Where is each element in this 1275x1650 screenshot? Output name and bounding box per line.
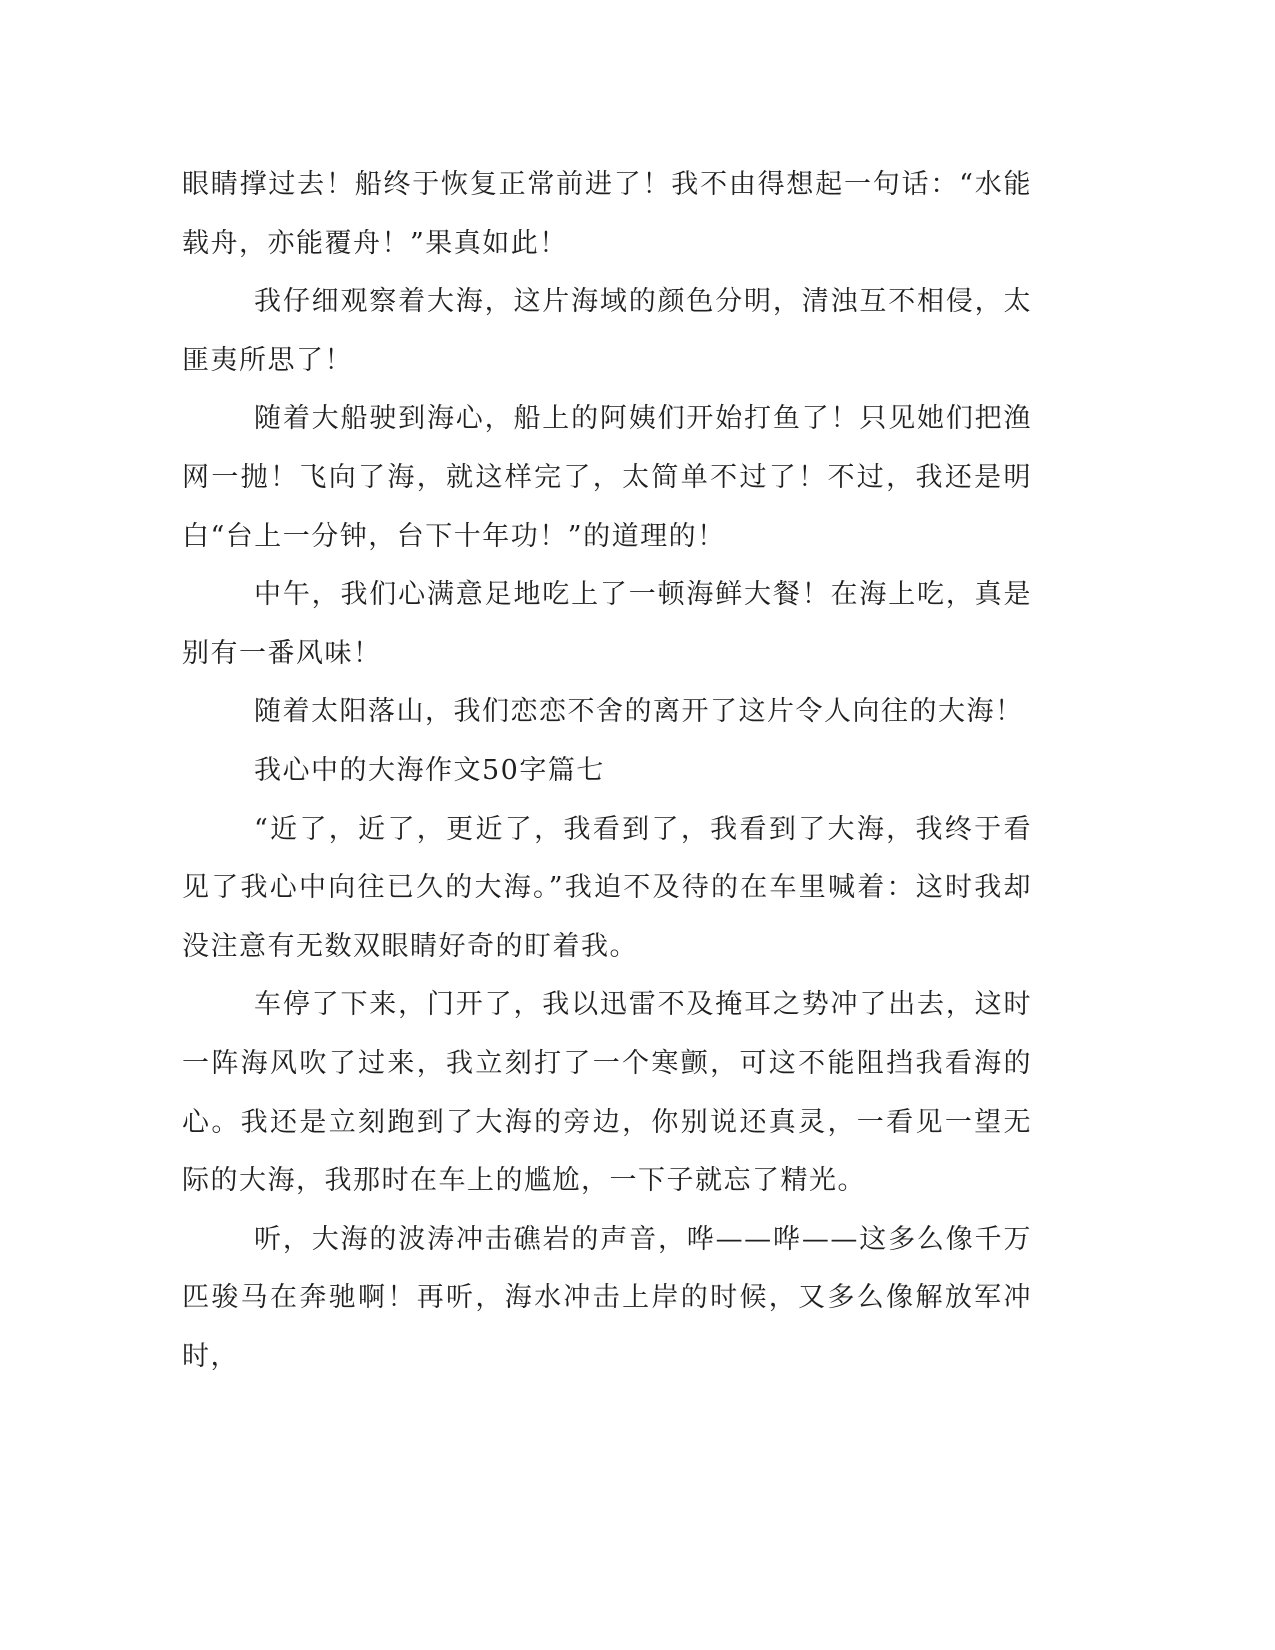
paragraph: 眼睛撑过去！船终于恢复正常前进了！我不由得想起一句话：“水能载舟，亦能覆舟！”果真如此！ [182,169,1032,259]
paragraph: 听，大海的波涛冲击礁岩的声音，哗——哗——这多么像千万匹骏马在奔驰啊！再听，海水冲击上岸的时候，又多么像解放军冲时， [182,1223,1032,1372]
essay-body [182,156,1032,1386]
section-heading: 我心中的大海作文50字篇七 [254,754,605,786]
paragraph: 随着大船驶到海心，船上的阿姨们开始打鱼了！只见她们把渔网一抛！飞向了海，就这样完了，太简单不过了！不过，我还是明白“台上一分钟，台下十年功！”的道理的！ [182,403,1032,552]
paragraph: 车停了下来，门开了，我以迅雷不及掩耳之势冲了出去，这时一阵海风吹了过来，我立刻打了一个寒颤，可这不能阻挡我看海的心。我还是立刻跑到了大海的旁边，你别说还真灵，一看见一望无际的大海，我那时在车上的尴尬，一下子就忘了精光。 [182,989,1032,1197]
paragraph: 随着太阳落山，我们恋恋不舍的离开了这片令人向往的大海！ [254,696,1024,728]
paragraph: 我仔细观察着大海，这片海域的颜色分明，清浊互不相侵，太匪夷所思了！ [182,286,1032,376]
paragraph: “近了，近了，更近了，我看到了，我看到了大海，我终于看见了我心中向往已久的大海。”我迫不及待的在车里喊着：这时我却没注意有无数双眼睛好奇的盯着我。 [182,813,1032,962]
paragraph: 中午，我们心满意足地吃上了一顿海鲜大餐！在海上吃，真是别有一番风味！ [182,579,1032,669]
